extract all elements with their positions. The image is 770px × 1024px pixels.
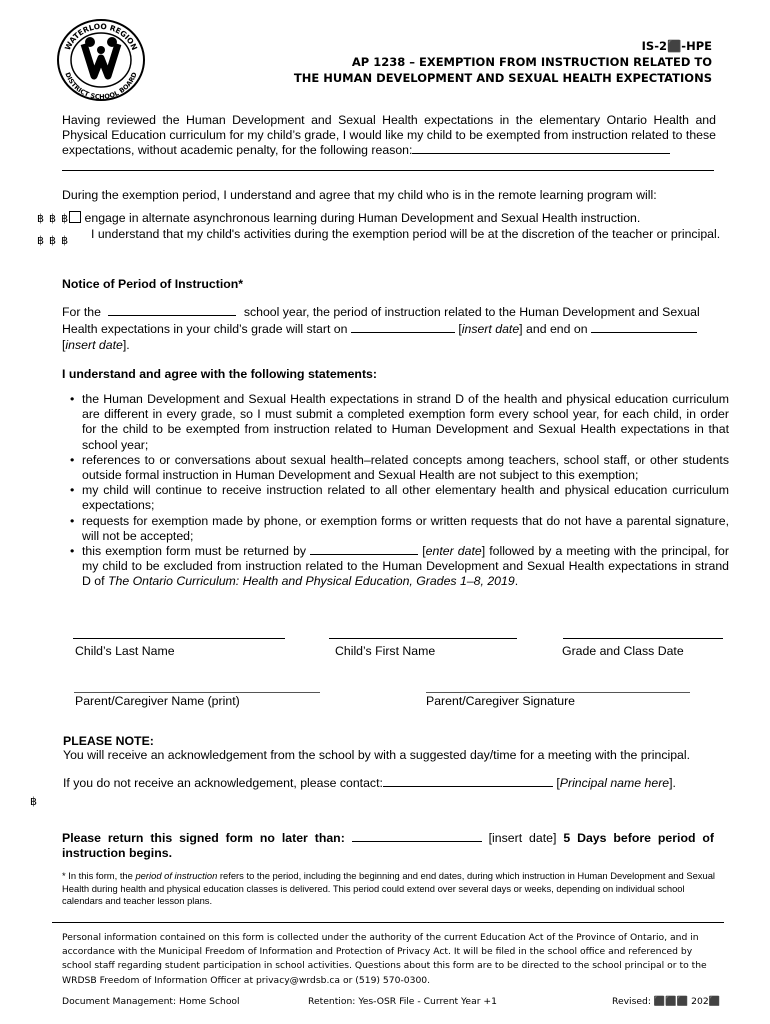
logo-emblem-icon	[46, 14, 152, 106]
return-by-field[interactable]	[310, 554, 418, 555]
grade-class-label: Grade and Class Date	[562, 644, 684, 658]
remote-option-2: I understand that my child's activities during the exemption period will be at the discretion of the teacher or principal.	[91, 227, 721, 241]
parent-signature-label: Parent/Caregiver Signature	[426, 694, 576, 708]
svg-text:WATERLOO REGION: WATERLOO REGION	[62, 21, 140, 52]
board-logo	[46, 14, 152, 106]
agree-title: I understand and agree with the following statements:	[62, 367, 377, 381]
agree-list	[70, 392, 729, 590]
form-title-line-2: THE HUMAN DEVELOPMENT AND SEXUAL HEALTH EXPECTATIONS	[293, 71, 712, 85]
during-text: During the exemption period, I understand and agree that my child who is in the remote learning program will:	[62, 188, 657, 202]
stray-glyph: ฿	[30, 796, 38, 808]
bullet-glyphs: ฿ ฿ ฿	[37, 213, 70, 225]
first-name-field[interactable]	[329, 638, 517, 639]
note-title: PLEASE NOTE:	[63, 734, 154, 748]
svg-text:DISTRICT SCHOOL BOARD: DISTRICT SCHOOL BOARD	[63, 71, 139, 102]
list-item: • references to or conversations about sexual health–related concepts among teachers, school staff, or other students outside formal instruction in Human Development and Sexual Health are not subject to this exemption;	[70, 453, 729, 483]
revised-date: Revised: ⬛⬛⬛ 202⬛	[612, 996, 721, 1007]
notice-paragraph: For the school year, the period of instruction related to the Human Development and Sexual Health expectations in your child’s grade will start on [insert date] and end on [insert date].	[62, 305, 700, 352]
parent-signature-field[interactable]	[426, 692, 690, 693]
grade-class-field[interactable]	[563, 638, 723, 639]
first-name-label: Child’s First Name	[335, 644, 436, 658]
parent-name-label: Parent/Caregiver Name (print)	[75, 694, 240, 708]
retention: Retention: Yes-OSR File - Current Year +1	[308, 996, 497, 1007]
return-date-field[interactable]	[352, 841, 482, 842]
reason-field-line-2[interactable]	[62, 170, 714, 171]
form-title-line-1: AP 1238 – EXEMPTION FROM INSTRUCTION RELATED TO	[351, 55, 712, 69]
form-code: IS-2⬛-HPE	[641, 39, 712, 53]
end-date-field[interactable]	[591, 332, 697, 333]
note-line-1: You will receive an acknowledgement from the school by with a suggested day/time for a meeting with the principal.	[63, 748, 691, 762]
notice-title: Notice of Period of Instruction*	[62, 277, 244, 291]
start-date-field[interactable]	[351, 332, 455, 333]
remote-option-1: ฿ ฿ ฿ engage in alternate asynchronous learning during Human Development and Sexual Health instruction.	[37, 211, 641, 225]
last-name-label: Child’s Last Name	[75, 644, 175, 658]
document-management: Document Management: Home School	[62, 996, 240, 1007]
note-line-2: If you do not receive an acknowledgement, please contact: [Principal name here].	[63, 776, 676, 790]
contact-field[interactable]	[383, 786, 553, 787]
bullet-glyphs-2: ฿ ฿ ฿	[37, 235, 70, 247]
list-item: • requests for exemption made by phone, or exemption forms or written requests that do not have a parental signature, will not be accepted;	[70, 514, 729, 544]
form-header	[292, 38, 712, 86]
list-item: • the Human Development and Sexual Health expectations in strand D of the health and physical education curriculum are different in every grade, so I must submit a completed exemption form every school year, for each child, in order for the child to be exempted from instruction related to Human Development and Sexual Health expectations in that school year;	[70, 392, 729, 453]
divider	[52, 922, 724, 923]
intro-paragraph: Having reviewed the Human Development and Sexual Health expectations in the elementary Ontario Health and Physical Education curriculum for my child’s grade, I would like my child to be exempted from instruction related to these expectations, without academic penalty, for the following reason:	[62, 113, 716, 158]
remote-option-checkbox[interactable]	[69, 211, 81, 223]
list-item: • my child will continue to receive instruction related to all other elementary health and physical education curriculum expectations;	[70, 483, 729, 513]
school-year-field[interactable]	[108, 315, 236, 316]
parent-name-field[interactable]	[74, 692, 320, 693]
return-instructions: Please return this signed form no later than: [insert date] 5 Days before period of instruction begins.	[62, 831, 714, 861]
reason-field[interactable]	[412, 153, 670, 154]
privacy-statement: Personal information contained on this form is collected under the authority of the current Education Act of the Province of Ontario, and in accordance with the Municipal Freedom of Information and Protection of Privacy Act. It will be filed in the school office and referenced by school staff regarding student participation in school activities. Questions about this form are to be directed to the school principal or to the WRDSB Freedom of Information Officer at privacy@wrdsb.ca or (519) 570-0300.	[62, 932, 707, 986]
footnote: * In this form, the period of instruction refers to the period, including the beginning and end dates, during which instruction in Human Development and Sexual Health during health and physical education classes is delivered. This period could extend over several days or weeks, depending on individual school calendars and teacher lesson plans.	[62, 870, 716, 906]
list-item: • this exemption form must be returned by [enter date] followed by a meeting with the principal, for my child to be excluded from instruction related to the Human Development and Sexual Health expectations in strand D of The Ontario Curriculum: Health and Physical Education, Grades 1–8, 2019.	[70, 544, 729, 590]
last-name-field[interactable]	[73, 638, 285, 639]
